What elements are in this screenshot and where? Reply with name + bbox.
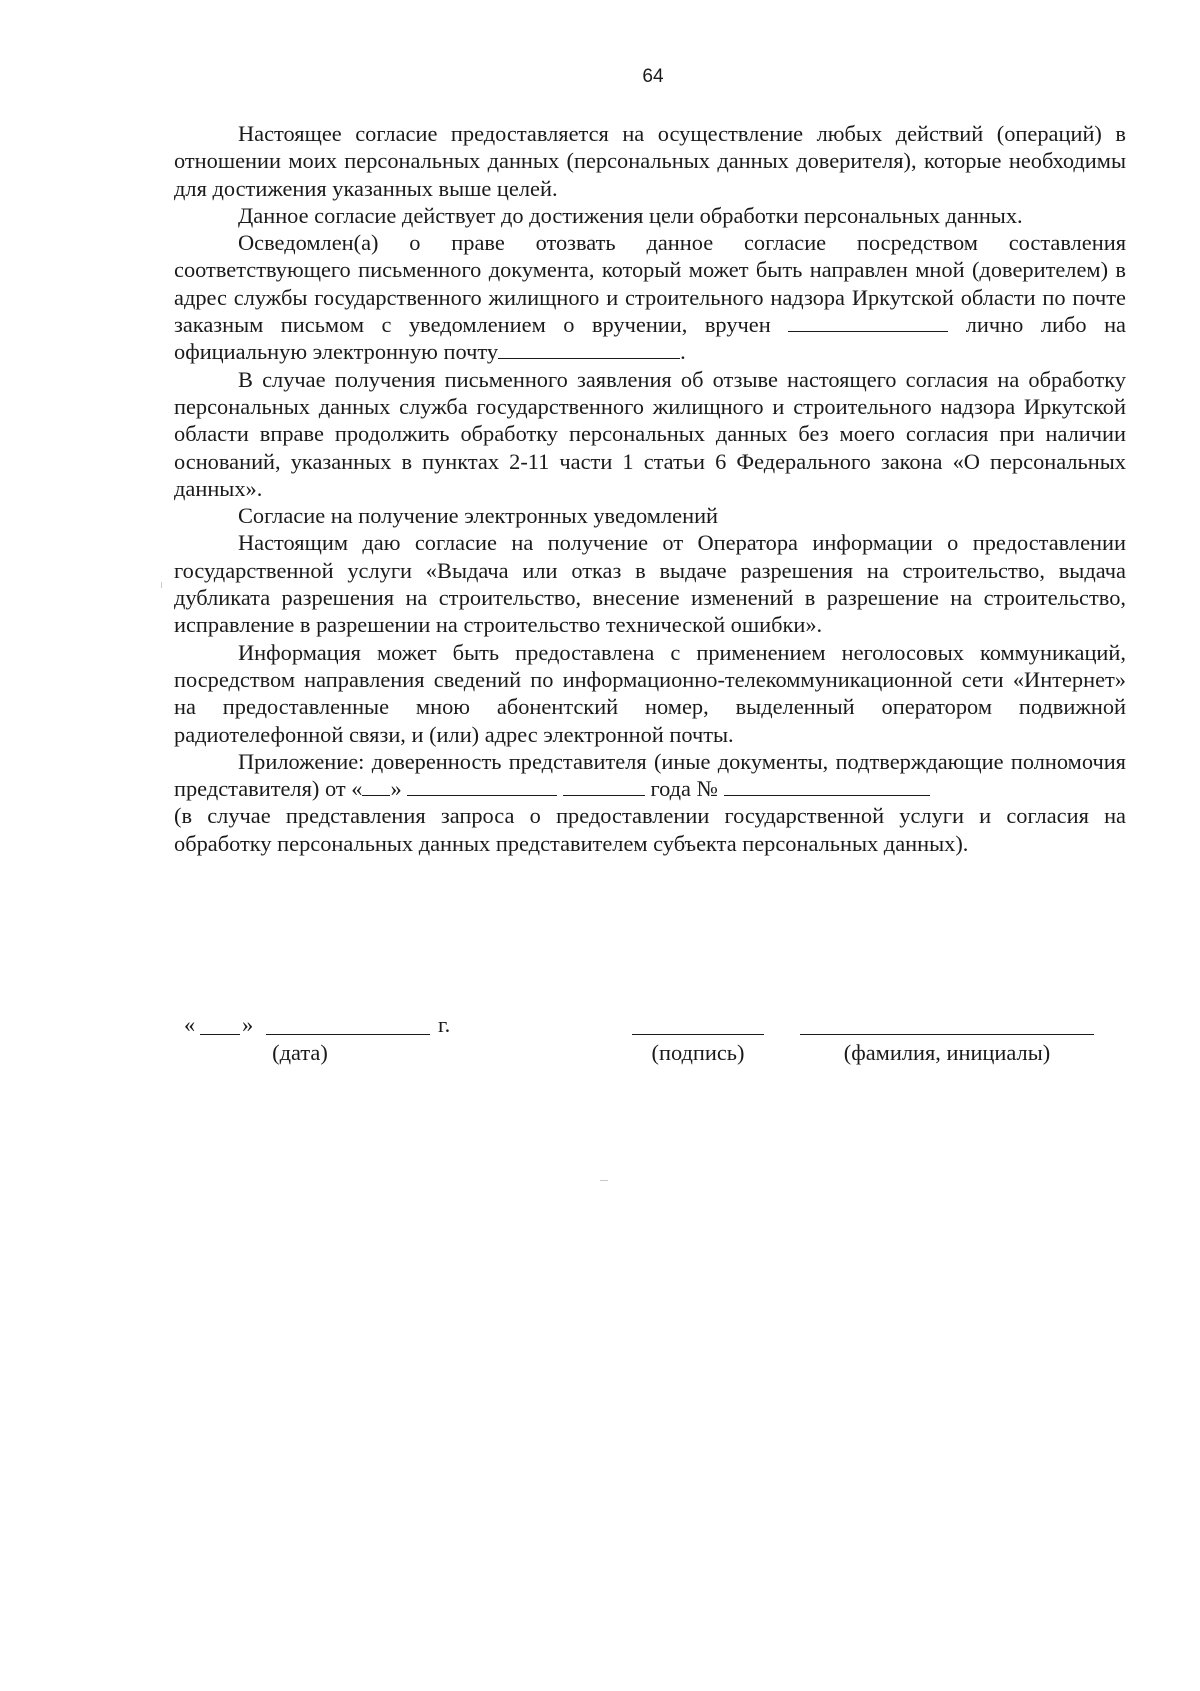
- paragraph-continued-processing: В случае получения письменного заявления об отзыве настоящего согласия на обработку персональных данных служба государственного жилищного и строительного надзора Иркутской области вправе продолжить обработку персональных данных без моего согласия при наличии оснований, указанных в пунктах 2-11 части 1 статьи 6 Федерального закона «О персональных данных».: [174, 366, 1126, 501]
- blank-attachment-year[interactable]: [563, 775, 645, 796]
- revocation-text-email: лично либо на официальную электронную почту: [174, 312, 1126, 365]
- paragraph-notification-consent: Настоящим даю согласие на получение от Оператора информации о предоставлении государственной услуги «Выдача или отказ в выдаче разрешения на строительство, выдача дубликата разрешения на строительство, внесение изменений в разрешение на строительство, исправление в разрешении на строительство технической ошибки».: [174, 530, 1126, 638]
- revocation-text: Осведомлен(а) о праве отозвать данное согласие посредством составления соответствующего письменного документа, который может быть направлен мной (доверителем) в адрес службы государственного жилищного и строительного надзора Иркутской области по почте заказным письмом с уведомлением о вручении, вручен: [174, 230, 1126, 338]
- blank-attachment-month[interactable]: [407, 775, 557, 796]
- attachment-year-number: года №: [650, 776, 718, 802]
- scan-artifact: [161, 582, 162, 588]
- signature-caption: (подпись): [651, 1040, 745, 1065]
- paragraph-consent-scope: Настоящее согласие предоставляется на осуществление любых действий (операций) в отношении моих персональных данных (персональных данных доверителя), которые необходимы для достижения указанных выше целей.: [174, 121, 1126, 201]
- scan-artifact: [600, 1180, 608, 1181]
- attachment-text: Приложение: доверенность представителя (иные документы, подтверждающие полномочия представителя) от «: [174, 748, 1126, 802]
- blank-handover-field[interactable]: [788, 311, 948, 332]
- paragraph-representative-note: (в случае представления запроса о предоставлении государственной услуги и согласия на обработку персональных данных представителем субъекта персональных данных).: [174, 803, 1126, 856]
- blank-email-field[interactable]: [498, 338, 680, 359]
- paragraph-consent-duration: Данное согласие действует до достижения цели обработки персональных данных.: [238, 202, 1023, 228]
- name-line[interactable]: [800, 1034, 1094, 1035]
- document-body: [174, 120, 1126, 857]
- signature-line[interactable]: [632, 1034, 764, 1035]
- page-number: 64: [642, 66, 664, 87]
- paragraph-attachment: [174, 748, 1126, 803]
- section-heading: Согласие на получение электронных уведомлений: [238, 503, 719, 529]
- date-day-line[interactable]: [200, 1034, 240, 1035]
- date-year-suffix: г.: [438, 1012, 451, 1037]
- blank-attachment-number[interactable]: [724, 775, 930, 796]
- paragraph-communication-channels: Информация может быть предоставлена с применением неголосовых коммуникаций, посредством направления сведений по информационно-телекоммуникационной сети «Интернет» на предоставленные мною абонентский номер, выделенный оператором подвижной радиотелефонной связи, и (или) адрес электронной почты.: [174, 639, 1126, 747]
- date-caption: (дата): [272, 1040, 328, 1065]
- revocation-period: .: [680, 339, 686, 365]
- blank-attachment-day[interactable]: [362, 775, 390, 796]
- name-caption: (фамилия, инициалы): [843, 1040, 1051, 1065]
- date-quote-open: «: [184, 1012, 196, 1037]
- date-quote-close: »: [242, 1012, 254, 1037]
- date-month-line[interactable]: [266, 1034, 430, 1035]
- attachment-quote-close: »: [390, 776, 402, 802]
- paragraph-revocation: [174, 229, 1126, 365]
